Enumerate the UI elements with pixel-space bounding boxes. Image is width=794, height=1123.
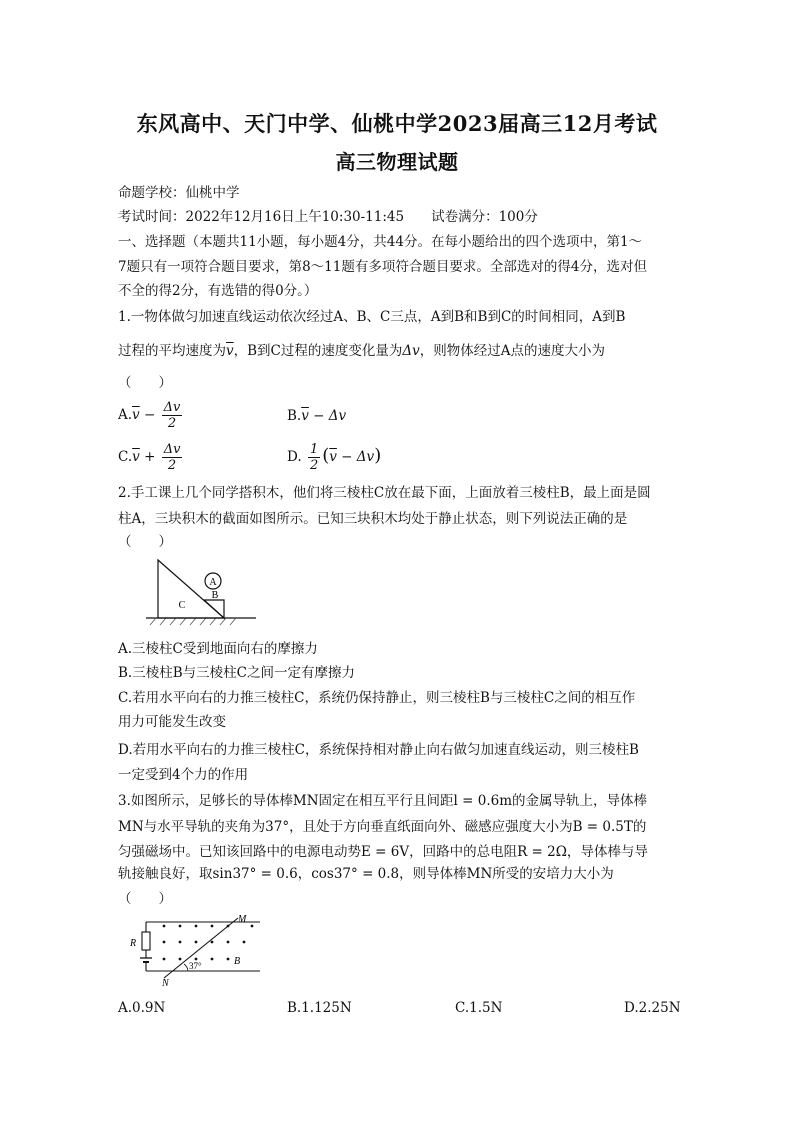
q1-option-a-label: A. (118, 407, 133, 423)
q3-stem-line3: 匀强磁场中。已知该回路中的电源电动势E = 6V，回路中的总电阻R = 2Ω，导体棒与导 (118, 844, 648, 860)
q2-option-d-line1: D.若用水平向右的力推三棱柱C，系统保持相对静止向右做匀加速直线运动，则三棱柱B (118, 742, 639, 758)
q3-stem-line1: 3.如图所示，足够长的导体棒MN固定在相互平行且间距l = 0.6m的金属导轨上，导体棒 (118, 793, 647, 809)
q1-stem-line1: 1.一物体做匀加速直线运动依次经过A、B、C三点，A到B和B到C的时间相同，A到B (118, 309, 626, 325)
label-n: N (162, 978, 169, 988)
label-a: A (209, 577, 217, 588)
q1-option-d: D. $\frac{1}{2}$ $(\overline{v} - \Delta v)$ (287, 442, 382, 473)
q2-option-b: B.三棱柱B与三棱柱C之间一定有摩擦力 (118, 665, 355, 681)
q1-option-a-den: 2 (167, 416, 177, 431)
exam-title: 东风高中、天门中学、仙桃中学2023届高三12月考试 (136, 111, 658, 136)
section-intro-1: 一、选择题（本题共11小题，每小题4分，共44分。在每小题给出的四个选项中，第1～ (118, 234, 643, 250)
q2-option-c-line2: 用力可能发生改变 (118, 714, 226, 730)
q1-option-d-dv: Δv (356, 449, 375, 465)
q1-option-b-dv: Δv (328, 408, 347, 424)
q1-vbar: $\overline{v}$ (226, 343, 234, 359)
q2-figure (146, 556, 258, 626)
q1-option-d-vbar: $\overline{v}$ (329, 449, 337, 465)
q3-option-b: B.1.125N (287, 1000, 352, 1016)
q1-option-c-num: Δv (163, 442, 181, 457)
q3-stem-line4: 轨接触良好，取sin37° = 0.6，cos37° = 0.8，则导体棒MN所受的安培力大小为 (118, 866, 614, 882)
label-r: R (130, 938, 137, 949)
label-m: M (238, 914, 247, 925)
q1-option-a-vbar: $\overline{v}$ (132, 407, 140, 423)
q1-option-a-fraction (162, 400, 183, 431)
q2-stem-line1: 2.手工课上几个同学搭积木，他们将三棱柱C放在最下面，上面放着三棱柱B，最上面是圆 (118, 485, 651, 501)
q1-dv: Δv (402, 343, 420, 359)
q1-option-d-fraction (308, 442, 320, 473)
angle-arc (184, 964, 188, 971)
ground-hatch (150, 618, 236, 625)
q2-paren: （ ） (118, 534, 172, 550)
prism-b (204, 600, 224, 618)
q2-option-d-line2: 一定受到4个力的作用 (118, 767, 249, 783)
q1-option-c: $C.\overline{v}$ + $\frac{\Delta v}{2}$ (118, 442, 181, 473)
q1-option-c-label: C. (118, 449, 133, 465)
q1-option-b: $B.\overline{v} - \Delta v$ (287, 408, 347, 424)
section-intro-2: 7题只有一项符合题目要求，第8～11题有多项符合题目要求。全部选对的得4分，选对但 (118, 259, 647, 275)
q1-stem-part-c: ，则物体经过A点的速度大小为 (419, 343, 606, 359)
q1-option-b-vbar: $\overline{v}$ (301, 408, 309, 424)
q1-option-c-fraction (162, 442, 183, 473)
q1-option-d-label: D. (287, 449, 302, 465)
section-intro-3: 不全的得2分，有选错的得0分。） (118, 283, 318, 299)
q1-option-b-label: B. (287, 408, 302, 424)
q3-figure (126, 912, 262, 988)
q3-option-c: C.1.5N (455, 1000, 503, 1016)
q3-option-d: D.2.25N (624, 1000, 681, 1016)
q1-option-a: $A.\overline{v}$ − $\frac{\Delta v}{2}$ (118, 400, 181, 431)
q1-paren: （ ） (118, 375, 172, 391)
time-line: 考试时间：2022年12月16日上午10:30-11:45 试卷满分：100分 (118, 209, 538, 225)
school-line: 命题学校：仙桃中学 (118, 185, 240, 201)
label-b: B (211, 590, 219, 601)
q1-option-a-num: Δv (163, 400, 181, 415)
label-b-field: B (234, 956, 241, 967)
q1-stem-line2 (118, 342, 605, 360)
label-angle: 37° (189, 961, 202, 971)
exam-subtitle: 高三物理试题 (335, 150, 459, 174)
q1-option-c-den: 2 (167, 458, 177, 473)
q2-stem-line2: 柱A，三块积木的截面如图所示。已知三块积木均处于静止状态，则下列说法正确的是 (118, 511, 628, 527)
q2-option-a: A.三棱柱C受到地面向右的摩擦力 (118, 641, 318, 657)
q1-stem-part-a: 过程的平均速度为 (118, 343, 226, 359)
q1-stem-part-b: ，B到C过程的速度变化量为 (233, 343, 403, 359)
label-c: C (178, 600, 186, 611)
q2-option-c-line1: C.若用水平向右的力推三棱柱C，系统仍保持静止，则三棱柱B与三棱柱C之间的相互作 (118, 690, 636, 706)
q1-option-d-num: 1 (309, 442, 319, 457)
q1-option-c-vbar: $\overline{v}$ (132, 449, 140, 465)
resistor-r (142, 932, 150, 950)
q3-paren: （ ） (118, 891, 172, 907)
q3-option-a: A.0.9N (118, 1000, 166, 1016)
q1-option-d-den: 2 (309, 458, 319, 473)
q3-stem-line2: MN与水平导轨的夹角为37°，且处于方向垂直纸面向外、磁感应强度大小为B = 0.5T的 (118, 819, 647, 835)
